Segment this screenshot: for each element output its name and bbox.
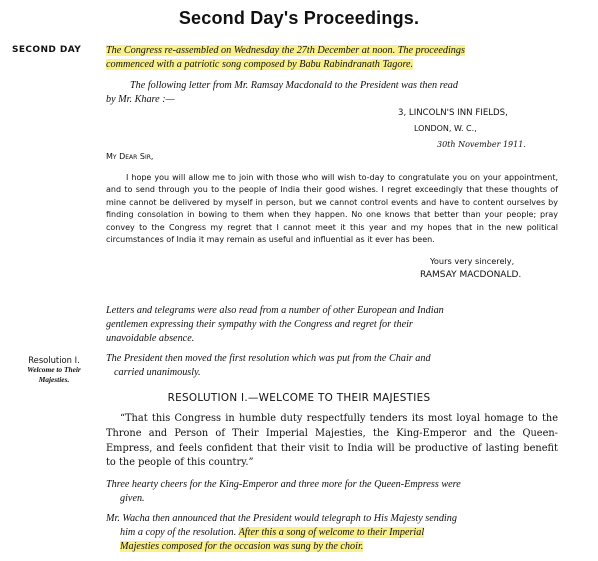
letter-body — [106, 172, 558, 246]
resolution-side-line-1: Resolution I. — [28, 355, 80, 365]
president-line-2: carried unanimously. — [114, 367, 201, 378]
wacha-line-2-highlight: After this a song of welcome to their Imperial — [238, 527, 425, 538]
letter-intro-line-2: by Mr. Khare :— — [106, 94, 175, 105]
resolution-text-body: “That this Congress in humble duty respectfully tenders its most loyal homage to the Throne and Person of Their Imperial Majesties, the King-Emperor and the Queen-Empress, and feels confident that their visit to India will be productive of lasting benefit to the people of this country.” — [106, 413, 558, 469]
wacha-line-2-plain: him a copy of the resolution. — [120, 527, 239, 538]
intro-paragraph — [106, 44, 566, 72]
letter-closing: Yours very sincerely, — [430, 256, 515, 266]
address-line-2: LONDON, W. C., — [414, 124, 477, 133]
resolution-side-line-3: Majesties. — [38, 375, 70, 384]
letter-date: 30th November 1911. — [437, 140, 526, 149]
page-title: Second Day's Proceedings. — [178, 8, 420, 28]
cheers-line-2: given. — [120, 493, 145, 504]
wacha-line-3-highlight: Majesties composed for the occasion was sung by the choir. — [120, 541, 364, 552]
resolution-title: RESOLUTION I.—WELCOME TO THEIR MAJESTIES — [167, 392, 431, 404]
letter-intro-paragraph — [106, 79, 566, 107]
president-paragraph — [106, 352, 566, 380]
address-line-1: 3, LINCOLN'S INN FIELDS, — [398, 108, 508, 118]
letters-line-3: unavoidable absence. — [106, 333, 195, 344]
intro-line-2: commenced with a patriotic song composed by Babu Rabindranath Tagore. — [106, 59, 414, 70]
cheers-paragraph — [106, 478, 566, 506]
salutation: My Dear Sir, — [106, 152, 154, 161]
letter-signer: RAMSAY MACDONALD. — [420, 270, 522, 280]
resolution-side-note — [6, 355, 102, 385]
letters-line-1: Letters and telegrams were also read from a number of other European and Indian — [106, 305, 444, 316]
letter-body-text: I hope you will allow me to join with those who will wish to-day to congratulate you on your appointment, and to send through you to the people of India their good wishes. I regret exceedingly that these thoughts of mine cannot be delivered by myself in person, but we cannot control events and have to content ourselves by finding consolation in bowing to them when they happen. No one knows that better than your people; pray convey to the Congress my regret that I cannot meet it this year and my hopes that in the new political circumstances of India it may remain as useful and influential as it ever has been. — [106, 173, 558, 245]
wacha-line-1: Mr. Wacha then announced that the President would telegraph to His Majesty sending — [106, 513, 457, 524]
intro-line-1: The Congress re-assembled on Wednesday the 27th December at noon. The proceedings — [106, 45, 465, 56]
cheers-line-1: Three hearty cheers for the King-Emperor and three more for the Queen-Empress were — [106, 479, 461, 490]
wacha-paragraph — [106, 512, 576, 554]
president-line-1: The President then moved the first resolution which was put from the Chair and — [106, 353, 431, 364]
side-label-second-day: SECOND DAY — [12, 45, 82, 55]
letter-intro-line-1: The following letter from Mr. Ramsay Macdonald to the President was then read — [130, 80, 458, 91]
resolution-side-line-2: Welcome to Their — [27, 365, 81, 374]
letters-paragraph — [106, 304, 566, 346]
resolution-text — [106, 412, 558, 471]
letters-line-2: gentlemen expressing their sympathy with the Congress and regret for their — [106, 319, 413, 330]
